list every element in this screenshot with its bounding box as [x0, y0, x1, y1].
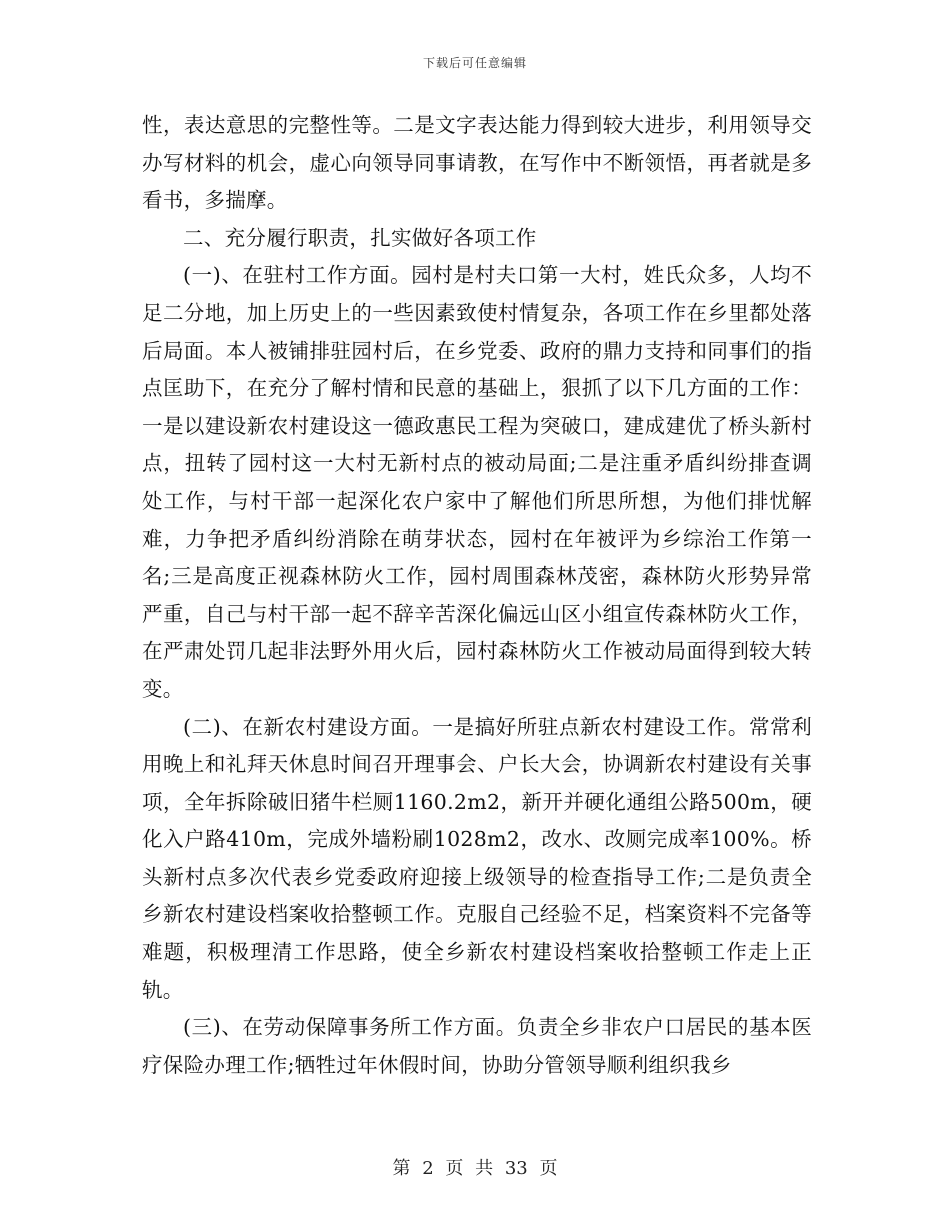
paragraph-continuation: 性，表达意思的完整性等。二是文字表达能力得到较大进步，利用领导交办写材料的机会，虚心向领导同事请教，在写作中不断领悟，再者就是多看书，多揣摩。	[142, 113, 812, 213]
paragraph-labor-security: (三)、在劳动保障事务所工作方面。负责全乡非农户口居民的基本医疗保险办理工作;牺牲过年休假时间，协助分管领导顺利组织我乡	[142, 1015, 812, 1077]
paragraph-new-countryside: (二)、在新农村建设方面。一是搞好所驻点新农村建设工作。常常利用晚上和礼拜天休息时间召开理事会、户长大会，协调新农村建设有关事项，全年拆除破旧猪牛栏厕1160.2m2，新开并硬化通组公路500m，硬化入户路410m，完成外墙粉刷1028m2，改水、改厕完成率100%。桥头新村点多次代表乡党委政府迎接上级领导的检查指导工作;二是负责全乡新农村建设档案收拾整顿工作。克服自己经验不足，档案资料不完备等难题，积极理清工作思路，使全乡新农村建设档案收拾整顿工作走上正轨。	[142, 714, 812, 1002]
page-header: 下载后可任意编辑	[422, 56, 527, 70]
document-body	[142, 107, 812, 1084]
paragraph-village-work: (一)、在驻村工作方面。园村是村夫口第一大村，姓氏众多，人均不足二分地，加上历史上的一些因素致使村情复杂，各项工作在乡里都处落后局面。本人被铺排驻园村后，在乡党委、政府的鼎力支持和同事们的指点匡助下，在充分了解村情和民意的基础上，狠抓了以下几方面的工作：一是以建设新农村建设这一德政惠民工程为突破口，建成建优了桥头新村点，扭转了园村这一大村无新村点的被动局面;二是注重矛盾纠纷排查调处工作，与村干部一起深化农户家中了解他们所思所想，为他们排忧解难，力争把矛盾纠纷消除在萌芽状态，园村在年被评为乡综治工作第一名;三是高度正视森林防火工作，园村周围森林茂密，森林防火形势异常严重，自己与村干部一起不辞辛苦深化偏远山区小组宣传森林防火工作，在严肃处罚几起非法野外用火后，园村森林防火工作被动局面得到较大转变。	[142, 263, 812, 701]
section-heading: 二、充分履行职责，扎实做好各项工作	[183, 225, 537, 250]
page-number-footer: 第 2 页 共 33 页	[392, 1158, 558, 1179]
